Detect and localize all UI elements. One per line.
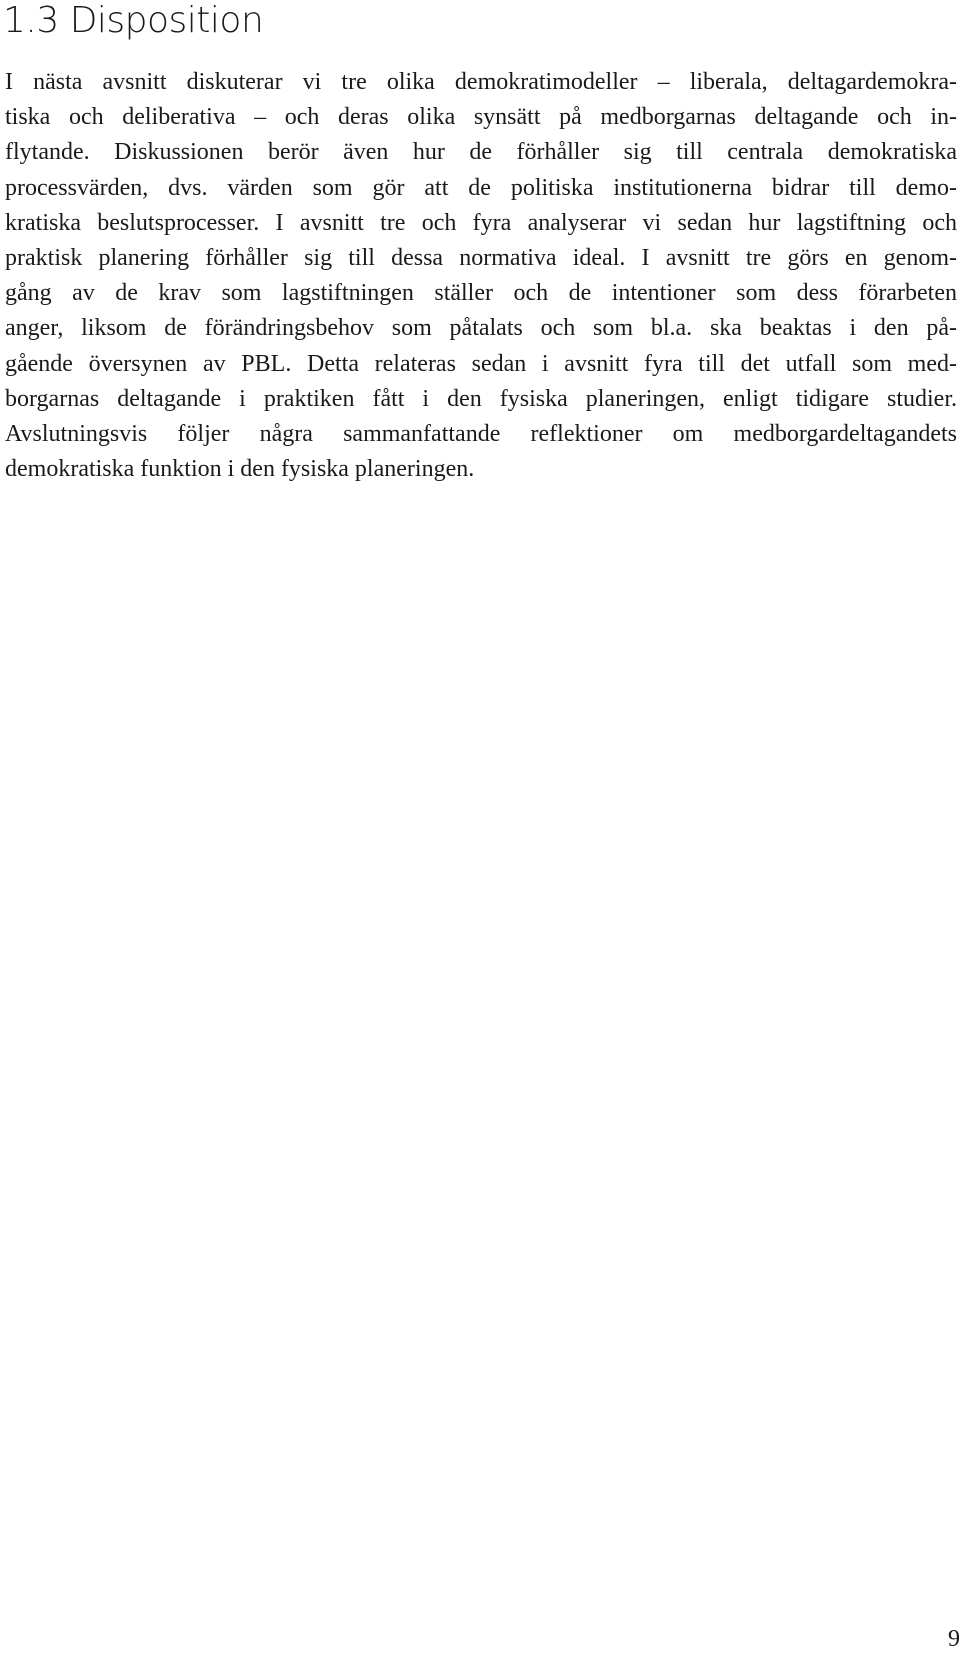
- paragraph-line: borgarnas deltagande i praktiken fått i den fysiska planeringen, enligt tidigare studier.: [5, 385, 957, 412]
- page-number: 9: [948, 1626, 960, 1652]
- paragraph-line: Avslutningsvis följer några sammanfattande reflektioner om medborgardeltagandets: [5, 420, 957, 447]
- section-heading: 1.3 Disposition: [3, 0, 264, 41]
- paragraph-line: kratiska beslutsprocesser. I avsnitt tre och fyra analyserar vi sedan hur lagstiftning och: [5, 209, 957, 236]
- paragraph-line: demokratiska funktion i den fysiska planeringen.: [5, 456, 475, 483]
- paragraph-line: tiska och deliberativa – och deras olika synsätt på medborgarnas deltagande och in-: [5, 104, 957, 131]
- paragraph-line: gång av de krav som lagstiftningen ställer och de intentioner som dess förarbeten: [5, 280, 957, 307]
- paragraph-line: I nästa avsnitt diskuterar vi tre olika demokratimodeller – liberala, deltagardemokra-: [5, 69, 957, 95]
- paragraph-line: praktisk planering förhåller sig till dessa normativa ideal. I avsnitt tre görs en genom-: [5, 244, 957, 271]
- body-paragraph: [5, 65, 957, 487]
- paragraph-line: anger, liksom de förändringsbehov som påtalats och som bl.a. ska beaktas i den på-: [5, 315, 957, 342]
- paragraph-line: processvärden, dvs. värden som gör att de politiska institutionerna bidrar till demo-: [5, 174, 957, 201]
- paragraph-line: flytande. Diskussionen berör även hur de förhåller sig till centrala demokratiska: [5, 139, 957, 166]
- paragraph-line: gående översynen av PBL. Detta relateras sedan i avsnitt fyra till det utfall som med-: [5, 350, 957, 377]
